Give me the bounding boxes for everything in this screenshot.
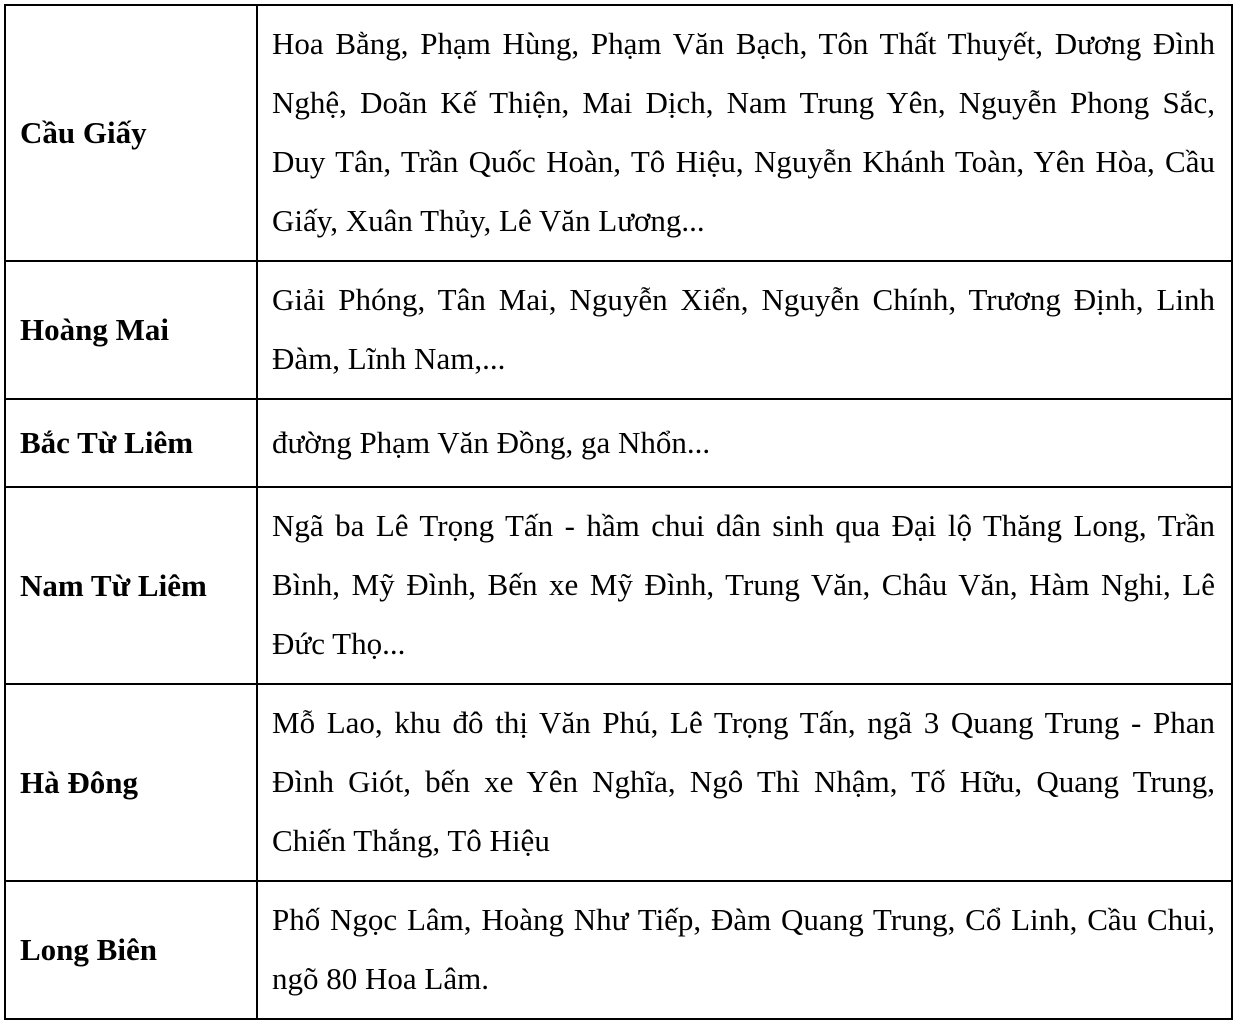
table-row	[5, 684, 1232, 881]
district-name: Cầu Giấy	[5, 5, 257, 261]
road-list: Giải Phóng, Tân Mai, Nguyễn Xiển, Nguyễn Chính, Trương Định, Linh Đàm, Lĩnh Nam,...	[257, 261, 1232, 399]
district-name: Hà Đông	[5, 684, 257, 881]
table-row	[5, 881, 1232, 1019]
district-name: Hoàng Mai	[5, 261, 257, 399]
road-list: đường Phạm Văn Đồng, ga Nhổn...	[257, 399, 1232, 487]
road-list: Phố Ngọc Lâm, Hoàng Như Tiếp, Đàm Quang Trung, Cổ Linh, Cầu Chui, ngõ 80 Hoa Lâm.	[257, 881, 1232, 1019]
district-name: Bắc Từ Liêm	[5, 399, 257, 487]
table-row	[5, 5, 1232, 261]
road-list: Ngã ba Lê Trọng Tấn - hầm chui dân sinh qua Đại lộ Thăng Long, Trần Bình, Mỹ Đình, Bến xe Mỹ Đình, Trung Văn, Châu Văn, Hàm Nghi, Lê Đức Thọ...	[257, 487, 1232, 684]
district-name: Nam Từ Liêm	[5, 487, 257, 684]
table-row	[5, 399, 1232, 487]
road-list: Hoa Bằng, Phạm Hùng, Phạm Văn Bạch, Tôn Thất Thuyết, Dương Đình Nghệ, Doãn Kế Thiện, Mai Dịch, Nam Trung Yên, Nguyễn Phong Sắc, Duy Tân, Trần Quốc Hoàn, Tô Hiệu, Nguyễn Khánh Toàn, Yên Hòa, Cầu Giấy, Xuân Thủy, Lê Văn Lương...	[257, 5, 1232, 261]
table-row	[5, 261, 1232, 399]
district-roads-table	[4, 4, 1233, 1020]
road-list: Mỗ Lao, khu đô thị Văn Phú, Lê Trọng Tấn, ngã 3 Quang Trung - Phan Đình Giót, bến xe Yên Nghĩa, Ngô Thì Nhậm, Tố Hữu, Quang Trung, Chiến Thắng, Tô Hiệu	[257, 684, 1232, 881]
table-row	[5, 487, 1232, 684]
district-name: Long Biên	[5, 881, 257, 1019]
